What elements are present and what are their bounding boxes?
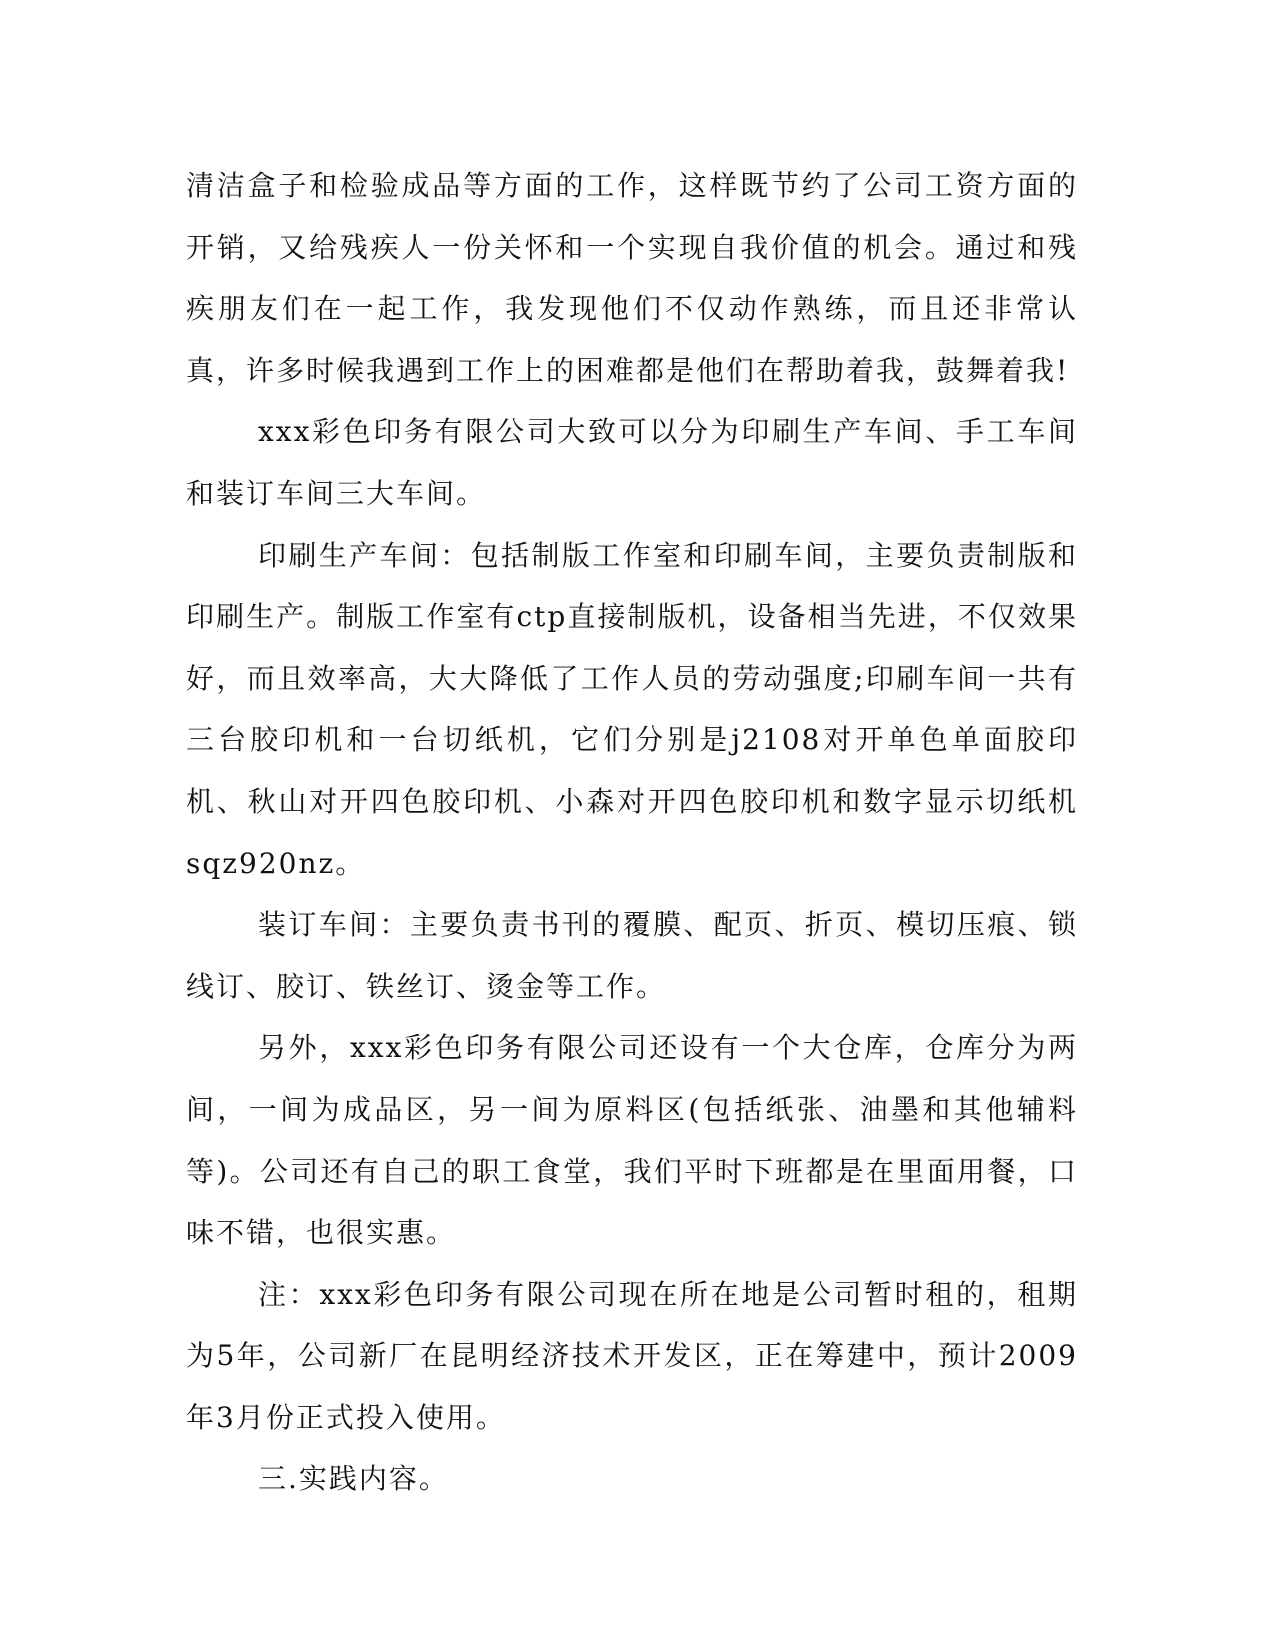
paragraph-1: 清洁盒子和检验成品等方面的工作，这样既节约了公司工资方面的开销，又给残疾人一份关怀和一个实现自我价值的机会。通过和残疾朋友们在一起工作，我发现他们不仅动作熟练，而且还非常认真，许多时候我遇到工作上的困难都是他们在帮助着我，鼓舞着我!	[186, 169, 1078, 387]
section-heading: 三.实践内容。	[258, 1462, 449, 1496]
paragraph-6: 注：xxx彩色印务有限公司现在所在地是公司暂时租的，租期为5年，公司新厂在昆明经济技术开发区，正在筹建中，预计2009年3月份正式投入使用。	[186, 1277, 1078, 1434]
paragraph-5: 另外，xxx彩色印务有限公司还设有一个大仓库，仓库分为两间，一间为成品区，另一间为原料区(包括纸张、油墨和其他辅料等)。公司还有自己的职工食堂，我们平时下班都是在里面用餐，口味不错，也很实惠。	[186, 1031, 1078, 1250]
paragraph-3: 印刷生产车间：包括制版工作室和印刷车间，主要负责制版和印刷生产。制版工作室有ctp直接制版机，设备相当先进，不仅效果好，而且效率高，大大降低了工作人员的劳动强度;印刷车间一共有三台胶印机和一台切纸机，它们分别是j2108对开单色单面胶印机、秋山对开四色胶印机、小森对开四色胶印机和数字显示切纸机sqz920nz。	[186, 538, 1078, 880]
paragraph-4: 装订车间：主要负责书刊的覆膜、配页、折页、模切压痕、锁线订、胶订、铁丝订、烫金等工作。	[186, 908, 1078, 1003]
document-body	[186, 155, 1078, 1510]
paragraph-2: xxx彩色印务有限公司大致可以分为印刷生产车间、手工车间和装订车间三大车间。	[186, 415, 1078, 510]
